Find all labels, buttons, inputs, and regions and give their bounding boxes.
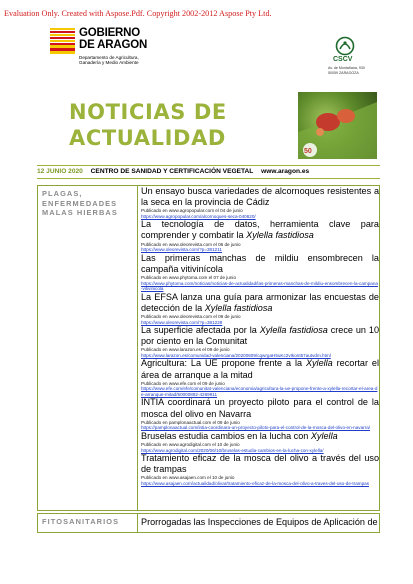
list-item — [141, 219, 379, 252]
article-title[interactable]: La superficie afectada por la Xylella fastidiosa crece un 10 por ciento en la Comunitat — [141, 325, 380, 347]
cscv-title: CSCV — [333, 56, 353, 63]
gov-name: GOBIERNO DE ARAGON — [79, 27, 148, 51]
list-item — [141, 292, 379, 325]
list-item — [141, 514, 379, 528]
gobierno-aragon-logo — [50, 28, 160, 74]
newsletter-title: NOTICIAS DE ACTUALIDAD — [69, 100, 227, 150]
list-item — [141, 358, 379, 397]
svg-text:50: 50 — [304, 148, 312, 155]
list-item — [141, 186, 379, 219]
list-item — [141, 431, 379, 453]
section-heading: PLAGAS, ENFERMEDADES MALAS HIERBAS — [42, 189, 118, 217]
watermark-text: Evaluation Only. Created with Aspose.Pdf. Copyright 2002-2012 Aspose Pty Ltd. — [4, 9, 272, 18]
article-link[interactable]: https://www.agrodigital.com/2020/06/10/bruselas-estudia-cambios-en-la-lucha-con-xylella/ — [141, 447, 324, 453]
cscv-logo — [328, 36, 372, 78]
article-link[interactable]: https://www.oleorevista.com/?p=381211 — [141, 247, 222, 253]
article-title[interactable]: INTIA coordinará un proyecto piloto para el control de la mosca del olivo en Navarra — [141, 397, 379, 419]
cscv-emblem-icon — [335, 36, 355, 56]
article-source: Publicado en www.asajaen.com el 10 de junio — [141, 475, 235, 481]
article-link[interactable]: https://pamplonaactual.com/intia-coordinara-un-proyecto-piloto-para-el-control-de-la-mosca-del-olivo-en-navarra/ — [141, 425, 371, 431]
article-source: Publicado en www.agropopular.com el 04 de junio — [141, 208, 243, 214]
article-link[interactable]: https://www.asajaen.com/actualidad/olivar/tratamiento-eficaz-de-la-mosca-del-olivo-a-traves-del-uso-de-trampas — [141, 480, 369, 486]
date-rule-bottom — [37, 178, 380, 179]
news-table — [37, 185, 380, 565]
article-title[interactable]: La EFSA lanza una guía para armonizar las encuestas de detección de la Xylella fastidiosa — [141, 291, 379, 313]
article-link[interactable]: https://www.larazon.es/comunidad-valenciana/20200609/cqwrgaH5uKc2vIkont57autvdm.html — [141, 352, 331, 358]
article-source: Publicado en www.larazon.es el 09 de junio — [141, 347, 230, 353]
article-source: Publicado en pamplonaactual.com el 09 de junio — [141, 419, 240, 425]
cscv-address: Av. de Montañana, 930 50059 ZARAGOZA — [328, 66, 365, 75]
insect-illustration — [298, 92, 377, 159]
center-name: CENTRO DE SANIDAD Y CERTIFICACIÓN VEGETAL — [90, 168, 254, 175]
section-fitosanitarios — [37, 513, 380, 533]
article-title[interactable]: Un ensayo busca variedades de alcornoques resistentes a la seca en la provincia de Cádiz — [141, 186, 379, 208]
list-item — [141, 397, 379, 430]
article-title[interactable]: Bruselas estudia cambios en la lucha con Xylella — [141, 430, 338, 441]
article-title[interactable]: Prorrogadas las Inspecciones de Equipos de Aplicación de — [141, 517, 378, 527]
article-title[interactable]: La tecnología de datos, herramienta clave para comprender y combatir la Xylella fastidiosa — [141, 219, 379, 241]
section-heading-cell — [38, 186, 138, 510]
section-heading: FITOSANITARIOS — [42, 517, 120, 526]
article-link[interactable]: https://www.efe.com/efe/comunitat-valenciana/economia/agricultura-la-ue-propone-frente-a-xylella-recortar-el-area-de-arranque-mitad/50000882-4269911 — [141, 386, 378, 397]
section-plagas — [37, 185, 380, 511]
article-link[interactable]: https://www.agropopular.com/alcornoques-seca-040620/ — [141, 213, 256, 219]
article-source: Publicado en www.efe.com el 09 de junio — [141, 380, 225, 386]
date-bar — [37, 166, 380, 177]
list-item — [141, 253, 379, 292]
section-articles — [141, 186, 379, 486]
insect-leaf-photo — [298, 92, 377, 159]
article-source: Publicado en www.oleorevista.com el 09 de junio — [141, 313, 241, 319]
section-heading-cell — [38, 514, 138, 532]
article-source: Publicado en www.phytoma.com el 07 de junio — [141, 274, 236, 280]
article-source: Publicado en www.agrodigital.com el 10 de junio — [141, 441, 240, 447]
article-source: Publicado en www.oleorevista.com el 06 de junio — [141, 241, 241, 247]
section-articles — [141, 514, 379, 528]
list-item — [141, 325, 379, 358]
article-link[interactable]: https://www.phytoma.com/noticias/noticias-de-actualidad/las-primeras-manchas-de-mildiu-ensombrecen-la-campana-vitivinicola — [141, 280, 378, 292]
article-title[interactable]: Agricultura: La UE propone frente a la Xylella recortar el área de arranque a la mitad — [141, 358, 379, 380]
list-item — [141, 453, 379, 486]
aragon-flag-icon — [50, 28, 75, 54]
issue-date: 12 JUNIO 2020 — [37, 168, 83, 175]
article-link[interactable]: https://www.oleorevista.com/?p=381228 — [141, 319, 223, 325]
article-title[interactable]: Las primeras manchas de mildiu ensombrecen la campaña vitivinícola — [141, 252, 379, 274]
gov-department: Departamento de Agricultura, Ganadería y Medio Ambiente — [79, 55, 139, 66]
website-url: www.aragon.es — [261, 168, 310, 175]
article-title[interactable]: Tratamiento eficaz de la mosca del olivo a través del uso de trampas — [141, 453, 379, 475]
